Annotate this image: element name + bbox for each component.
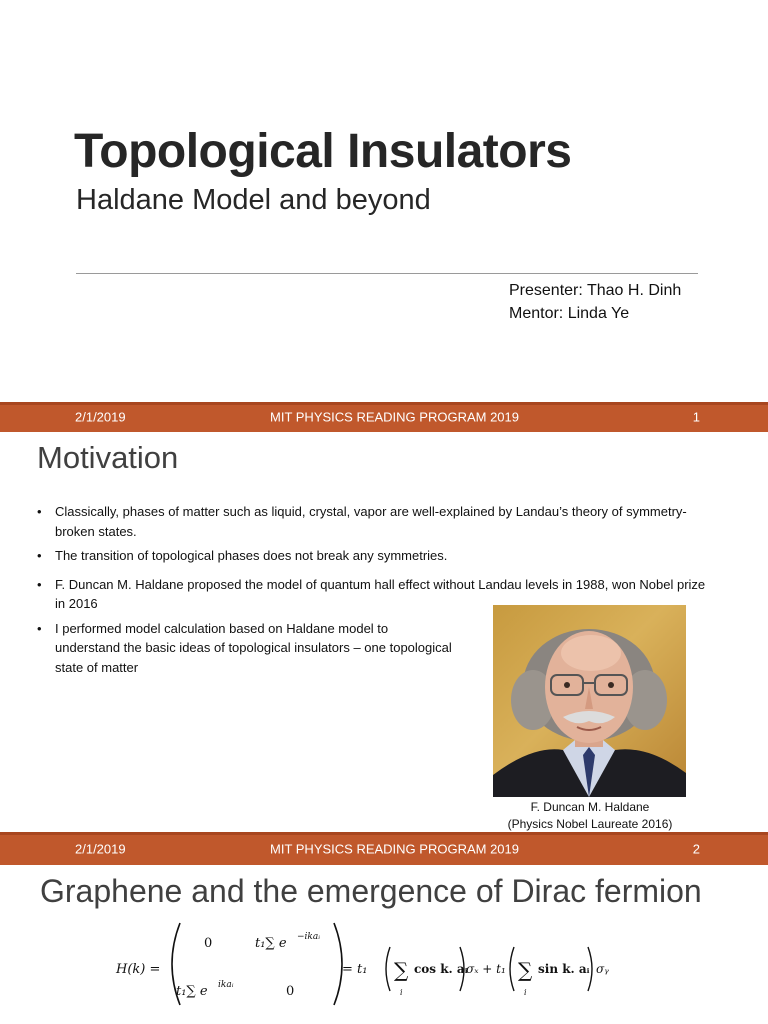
sin-sum-symbol: ∑ (518, 958, 533, 982)
portrait-caption (490, 799, 690, 832)
matrix-element-12-exponent: −ikaᵢ (297, 932, 321, 942)
bullet-item: • F. Duncan M. Haldane proposed the model of quantum hall effect without Landau levels in 1988, won Nobel prize in 2016 (37, 576, 706, 611)
motivation-slide (0, 432, 768, 832)
equation-equals: = t₁ (342, 962, 368, 977)
bullet-item: • I performed model calculation based on Haldane model to understand the basic ideas of topological insulators – one topological state of matter (37, 620, 452, 675)
cos-sum-index: i (400, 988, 403, 997)
cos-sum-symbol: ∑ (394, 958, 409, 982)
sigma-y-term: σᵧ (596, 962, 609, 976)
presenter-block (509, 279, 681, 325)
matrix-element-22: 0 (286, 984, 295, 999)
slide-title: Graphene and the emergence of Dirac fermion (40, 873, 702, 909)
slide-footer (0, 832, 768, 865)
bullet-icon: • (37, 620, 42, 636)
footer-page-number: 1 (692, 409, 700, 425)
portrait-illustration (493, 605, 686, 797)
sin-term: sin k. aᵢ (538, 962, 590, 976)
caption-name: F. Duncan M. Haldane (530, 800, 650, 814)
footer-date: 2/1/2019 (75, 409, 126, 425)
cos-left-paren (386, 947, 390, 991)
portrait-photo (493, 605, 686, 797)
bullet-item: • Classically, phases of matter such as liquid, crystal, vapor are well-explained by Landau’s theory of symmetry-broken states. (37, 504, 687, 539)
footer-program: MIT PHYSICS READING PROGRAM 2019 (270, 841, 519, 856)
matrix-element-12: t₁∑ e (255, 936, 287, 951)
bullet-item: • The transition of topological phases does not break any symmetries. (35, 546, 715, 566)
cos-term: cos k. aᵢ (414, 962, 468, 976)
sigma-x-term: σₓ + t₁ (466, 962, 506, 976)
matrix-element-11: 0 (204, 936, 213, 951)
bullet-icon: • (37, 548, 42, 563)
equation-lhs: H(k) = (116, 962, 161, 977)
title-divider (76, 273, 698, 274)
graphene-slide (0, 865, 768, 1024)
footer-date: 2/1/2019 (75, 841, 126, 856)
hamiltonian-equation (110, 917, 630, 1012)
sin-sum-index: i (524, 988, 527, 997)
slide-footer (0, 402, 768, 432)
mentor-name: Mentor: Linda Ye (509, 305, 630, 322)
caption-note: (Physics Nobel Laureate 2016) (507, 817, 673, 831)
title-slide (0, 0, 768, 402)
sin-left-paren (510, 947, 514, 991)
slide-title: Motivation (37, 440, 179, 475)
bullet-icon: • (37, 576, 42, 592)
presentation-title: Topological Insulators (74, 125, 572, 178)
presenter-name: Presenter: Thao H. Dinh (509, 282, 682, 299)
matrix-element-21-exponent: ikaᵢ (218, 980, 234, 990)
matrix-right-paren (334, 923, 342, 1005)
matrix-element-21: t₁∑ e (176, 984, 208, 999)
bullet-icon: • (37, 504, 42, 519)
presentation-subtitle: Haldane Model and beyond (76, 184, 431, 216)
footer-program: MIT PHYSICS READING PROGRAM 2019 (270, 409, 519, 425)
footer-page-number: 2 (692, 841, 700, 856)
